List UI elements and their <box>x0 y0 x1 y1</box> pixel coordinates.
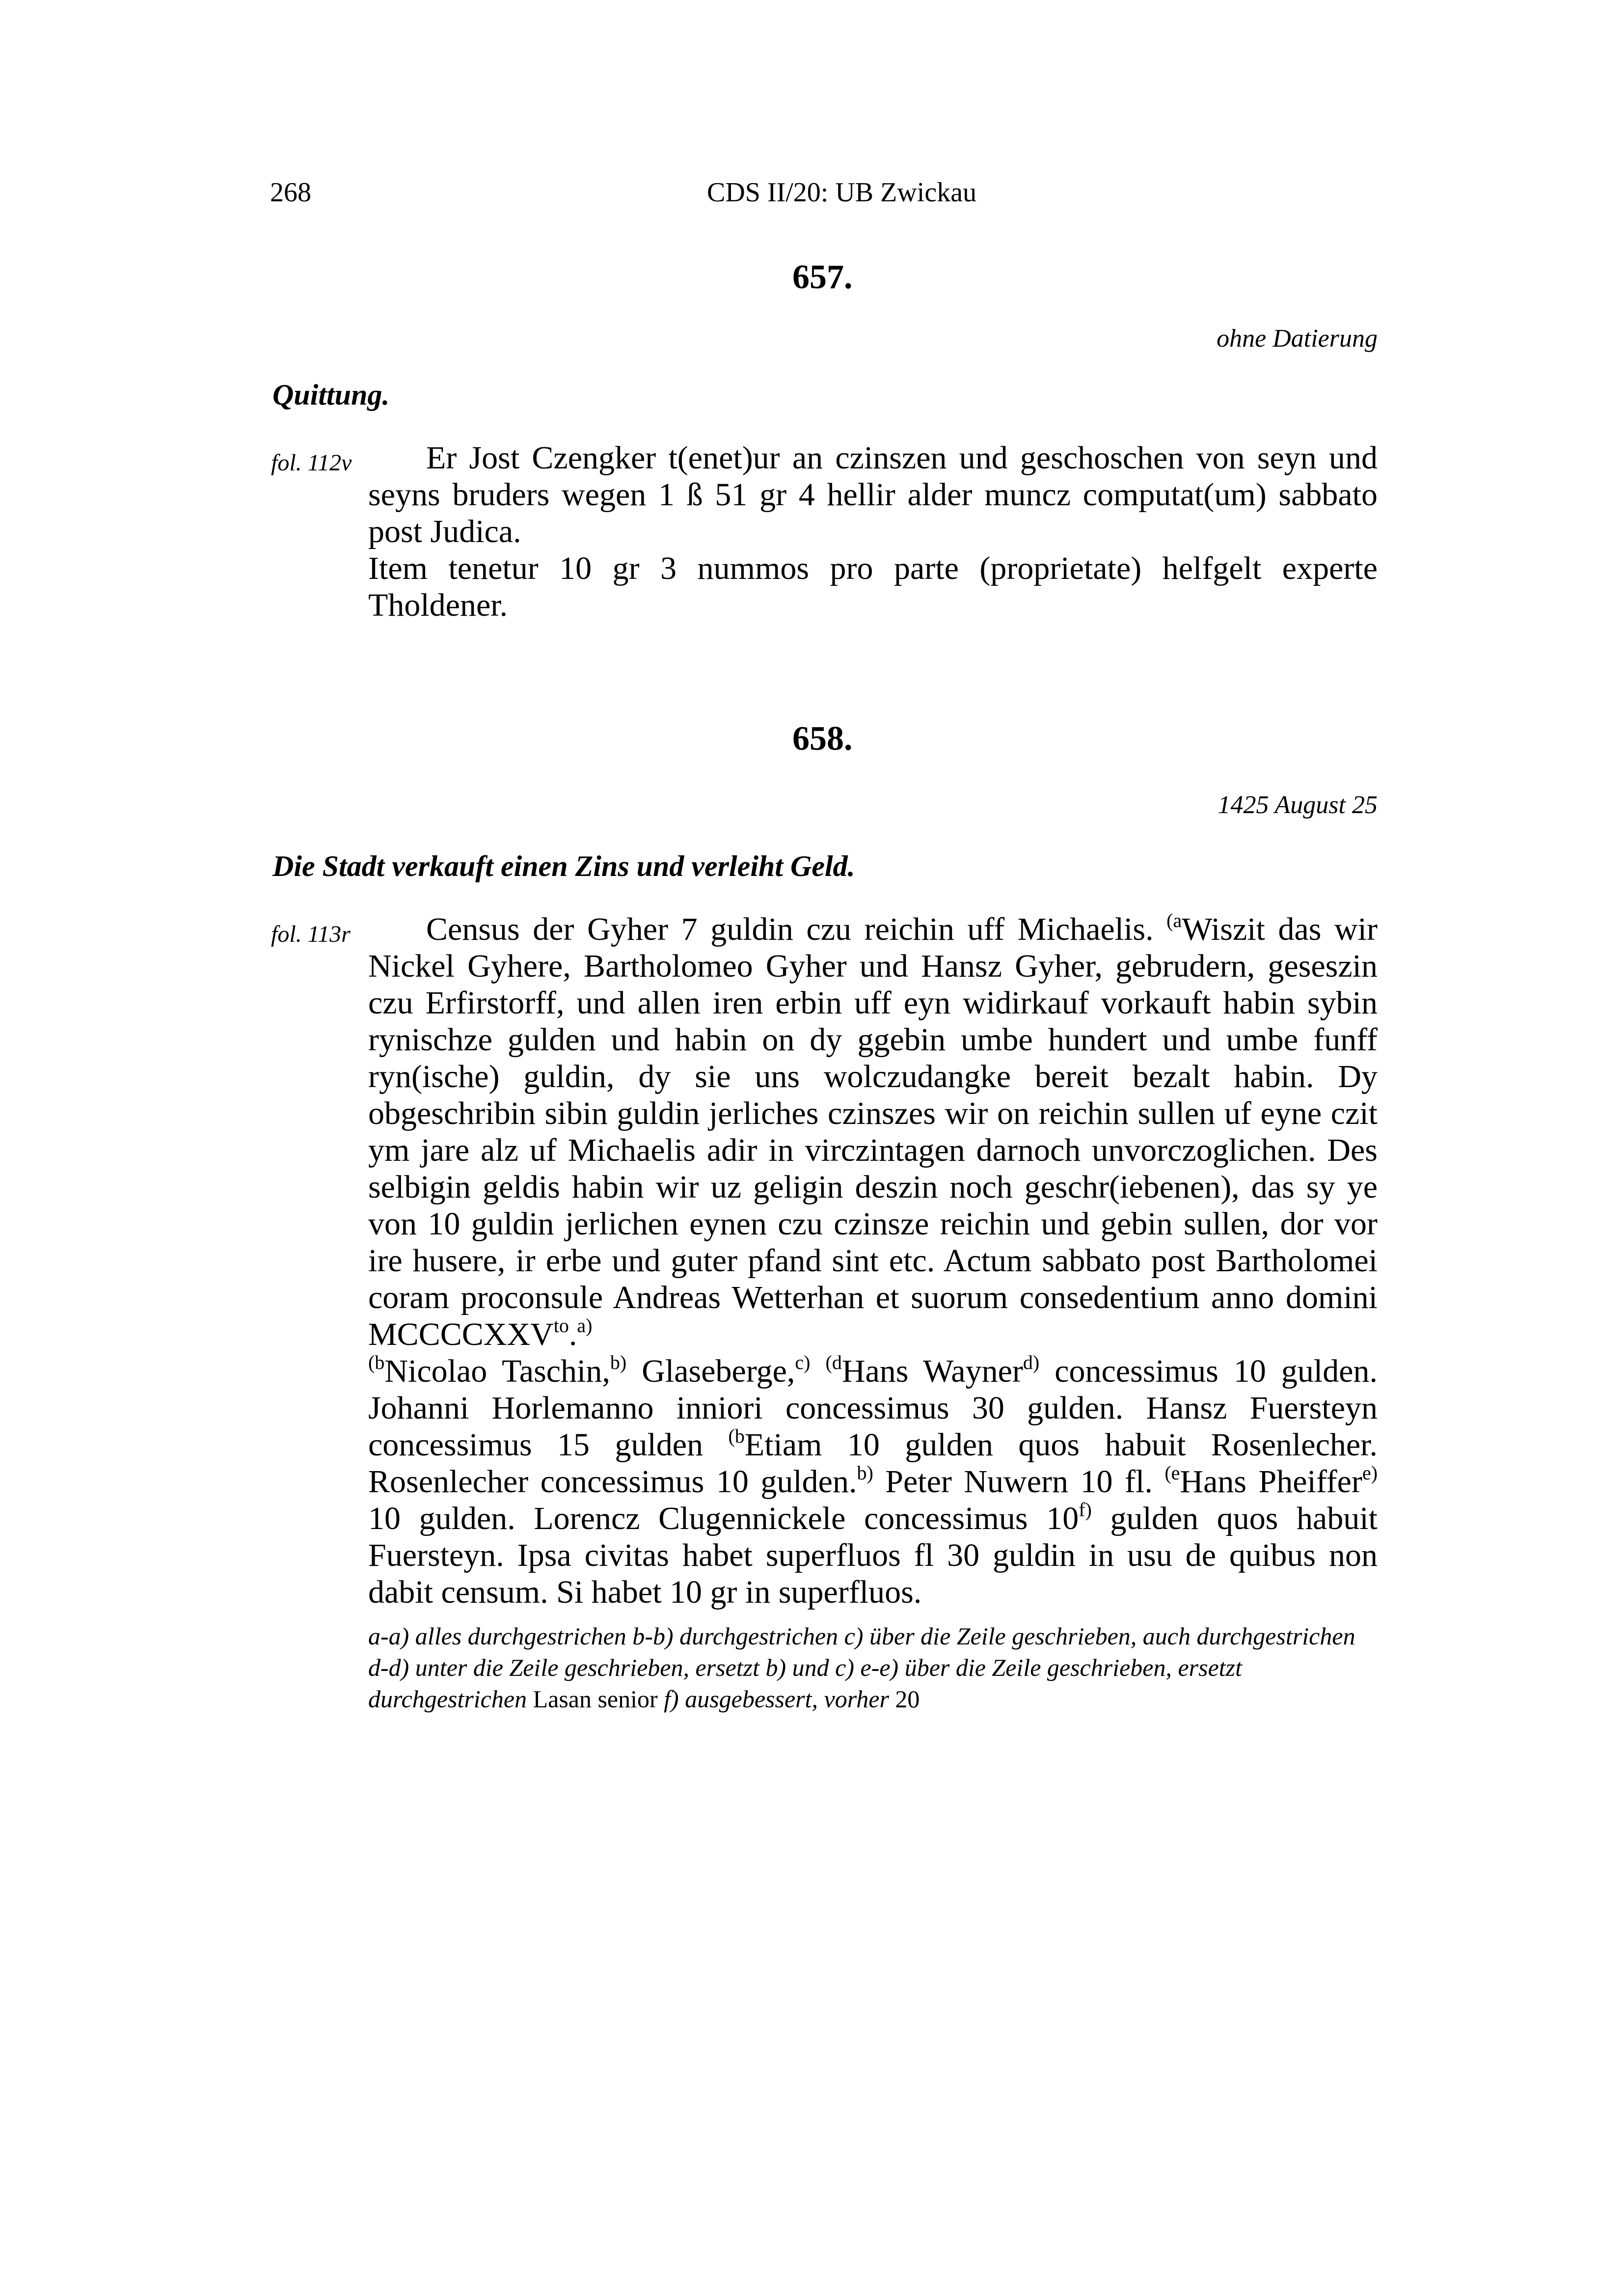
note-marker: (a <box>1166 909 1182 931</box>
note-marker: a) <box>577 1314 593 1337</box>
note-text: f) ausgebessert, vorher <box>657 1685 895 1713</box>
text-run: Nicolao Taschin, <box>384 1353 610 1389</box>
document-number-658: 658. <box>792 720 853 758</box>
text-run: Census der Gyher 7 guldin czu reichin uff Michaelis. <box>426 911 1167 947</box>
document-date-658: 1425 August 25 <box>1217 791 1378 819</box>
paragraph: Item tenetur 10 gr 3 nummos pro parte (proprietate) helfgelt experte Tholdener. <box>368 550 1378 623</box>
note-marker: (d <box>825 1351 842 1373</box>
text-run <box>810 1353 825 1389</box>
document-date-657: ohne Datierung <box>1217 325 1378 353</box>
running-title: CDS II/20: UB Zwickau <box>707 177 977 208</box>
note-marker: b) <box>857 1462 873 1484</box>
superscript: to <box>553 1314 569 1337</box>
page-number: 268 <box>270 177 311 208</box>
note-marker: d) <box>1023 1351 1040 1373</box>
text-run: concessimus 10 gulden. Johanni Horlemanno inniori concessimus 30 gulden. Hansz Fuersteyn concessimus 15 gulden <box>368 1353 1378 1463</box>
note-roman-text: Lasan senior <box>533 1685 658 1713</box>
text-run: Hans Pheiffer <box>1180 1464 1362 1500</box>
document-heading-658: Die Stadt verkauft einen Zins und verleiht Geld. <box>272 850 855 882</box>
text-run: Etiam 10 gulden quos habuit Rosenlecher. Rosenlecher concessimus 10 gulden. <box>368 1427 1378 1500</box>
note-text: a-a) alles durchgestrichen b-b) durchgestrichen c) über die Zeile geschrieben, auch durchgestrichen d-d) unter die Zeile geschrieben, ersetzt b) und c) e-e) über die Zeile geschrieben, ersetzt durchgestrichen <box>368 1622 1355 1713</box>
paragraph <box>368 1353 1378 1611</box>
paragraph: Er Jost Czengker t(enet)ur an czinszen und geschoschen von seyn und seyns bruders wegen 1 ß 51 gr 4 hellir alder muncz computat(um) sabbato post Judica. <box>368 440 1378 549</box>
note-marker: (e <box>1164 1462 1180 1484</box>
textual-notes <box>368 1620 1378 1715</box>
text-run: Peter Nuwern 10 fl. <box>873 1464 1165 1500</box>
document-heading-657: Quittung. <box>272 379 390 411</box>
text-run: 10 gulden. Lorencz Clugennickele concessimus 10 <box>368 1501 1079 1536</box>
note-marker: c) <box>795 1351 811 1373</box>
text-run: gulden quos habuit Fuersteyn. Ipsa civitas habet superfluos fl 30 guldin in usu de quibus non dabit censum. Si habet 10 gr in superfluos. <box>368 1501 1378 1610</box>
folio-marker-658: fol. 113r <box>271 921 351 947</box>
note-marker: (b <box>728 1425 745 1447</box>
text-run: Hans Wayner <box>841 1353 1023 1389</box>
note-marker: (b <box>368 1351 385 1373</box>
text-run: Wiszit das wir Nickel Gyhere, Bartholomeo Gyher und Hansz Gyher, gebrudern, geseszin czu Erfirstorff, und allen iren erbin uff eyn widirkauf vorkauft habin sybin rynischze gulden und habin on dy ggebin umbe hundert und umbe funff ryn(ische) guldin, dy sie uns wolczudangke bereit bezalt habin. Dy obgeschribin sibin guldin jerliches czinszes wir on reichin sullen uf eyne czit ym jare alz uf Michaelis adir in virczintagen darnoch unvorczoglichen. Des selbigin geldis habin wir uz geligin deszin noch geschr(iebenen), das sy ye von 10 guldin jerlichen eynen czu czinsze reichin und gebin sullen, dor vor ire husere, ir erbe und guter pfand sint etc. Actum sabbato post Bartholomei coram proconsule Andreas Wetterhan et suorum consedentium anno domini MCCCCXXV <box>368 911 1378 1352</box>
note-roman-text: 20 <box>895 1685 920 1713</box>
note-marker: e) <box>1362 1462 1378 1484</box>
note-marker: b) <box>610 1351 627 1373</box>
document-body-658 <box>368 911 1378 1611</box>
document-number-657: 657. <box>792 258 853 296</box>
note-marker: f) <box>1079 1499 1092 1521</box>
folio-marker-657: fol. 112v <box>271 450 352 476</box>
document-body-657 <box>368 439 1378 624</box>
text-run: Glaseberge, <box>626 1353 795 1389</box>
text-run: . <box>568 1316 577 1352</box>
paragraph <box>368 911 1378 1353</box>
